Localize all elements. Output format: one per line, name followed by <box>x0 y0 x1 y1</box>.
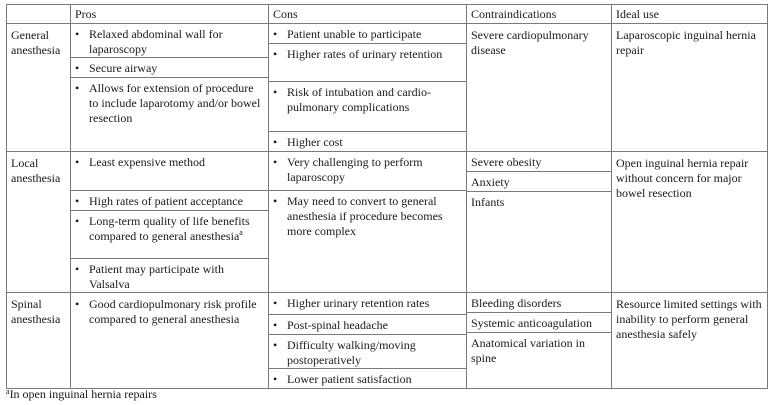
list-item <box>269 132 466 151</box>
row-label <box>7 152 71 293</box>
cons-text: Higher rates of urinary retention <box>287 47 443 61</box>
pros-text: High rates of patient acceptance <box>89 194 243 208</box>
bullet-icon: • <box>273 85 278 99</box>
list-item <box>467 172 611 192</box>
bullet-icon: • <box>273 372 278 386</box>
cons-text: Post-spinal headache <box>287 318 388 332</box>
contraindications-cell <box>467 24 612 152</box>
pros-text: Relaxed abdominal wall for laparoscopy <box>89 27 223 56</box>
list-item <box>269 293 466 315</box>
pros-text: Secure airway <box>89 61 158 75</box>
header-cons: Cons <box>269 5 467 24</box>
contraindication-text: Bleeding disorders <box>471 296 562 310</box>
contraindication-text: Severe cardiopulmonary disease <box>471 28 589 57</box>
cons-text: Very challenging to perform laparoscopy <box>287 155 423 184</box>
ideal-use-text: Resource limited settings with inability to perform general anesthesia safely <box>616 297 762 341</box>
bullet-icon: • <box>75 297 80 311</box>
row-label <box>7 293 71 389</box>
row-label-text: Spinal anesthesia <box>11 297 61 326</box>
comparison-table <box>6 4 768 389</box>
bullet-icon: • <box>75 262 80 276</box>
list-item <box>467 192 611 287</box>
bullet-icon: • <box>273 194 278 208</box>
contraindication-text: Anatomical variation in spine <box>471 336 585 365</box>
cons-cell <box>269 24 467 152</box>
bullet-icon: • <box>273 318 278 332</box>
contraindication-text: Systemic anticoagulation <box>471 316 592 330</box>
footnote-marker: a <box>239 228 243 237</box>
bullet-icon: • <box>273 338 278 352</box>
cons-text: Higher urinary retention rates <box>287 296 430 310</box>
list-item <box>71 58 268 78</box>
list-item <box>71 191 268 211</box>
ideal-use-cell <box>612 152 768 293</box>
contraindication-text: Infants <box>471 195 505 209</box>
ideal-use-text: Open inguinal hernia repair without concern for major bowel resection <box>616 156 749 200</box>
list-item <box>71 152 268 191</box>
list-item <box>269 82 466 132</box>
contraindication-text: Severe obesity <box>471 155 542 169</box>
cons-text: Risk of intubation and cardio-pulmonary complications <box>287 85 431 114</box>
header-row <box>7 5 768 24</box>
cons-text: Patient unable to participate <box>287 27 422 41</box>
bullet-icon: • <box>273 155 278 169</box>
cons-text: Higher cost <box>287 135 343 149</box>
cons-text: Difficulty walking/moving postoperatively <box>287 338 416 367</box>
bullet-icon: • <box>273 135 278 149</box>
bullet-icon: • <box>75 81 80 95</box>
pros-text: Good cardiopulmonary risk profile compared to general anesthesia <box>89 297 257 326</box>
list-item <box>71 78 268 143</box>
list-item <box>467 313 611 333</box>
pros-cell <box>71 293 269 389</box>
bullet-icon: • <box>75 194 80 208</box>
list-item <box>269 191 466 286</box>
header-pros: Pros <box>71 5 269 24</box>
cons-text: May need to convert to general anesthesia if procedure becomes more complex <box>287 194 443 238</box>
table-row <box>7 24 768 152</box>
list-item <box>269 335 466 369</box>
list-item <box>467 152 611 172</box>
pros-cell <box>71 152 269 293</box>
bullet-icon: • <box>75 27 80 41</box>
list-item <box>269 315 466 335</box>
list-item <box>269 152 466 191</box>
list-item <box>71 259 268 292</box>
table-row <box>7 152 768 293</box>
pros-text: Long-term quality of life benefits compared to general anesthesia <box>89 214 250 243</box>
cons-cell <box>269 152 467 293</box>
ideal-use-cell <box>612 293 768 389</box>
list-item <box>467 293 611 313</box>
table-row <box>7 293 768 389</box>
bullet-icon: • <box>273 47 278 61</box>
list-item <box>269 24 466 44</box>
list-item <box>71 24 268 58</box>
contraindications-cell <box>467 293 612 389</box>
bullet-icon: • <box>75 214 80 228</box>
contraindication-text: Anxiety <box>471 175 510 189</box>
list-item <box>467 333 611 382</box>
header-label <box>7 5 71 24</box>
bullet-icon: • <box>273 27 278 41</box>
list-item <box>71 211 268 259</box>
footnote-mark: a <box>6 387 10 396</box>
row-label <box>7 24 71 152</box>
list-item <box>269 44 466 82</box>
contraindications-cell <box>467 152 612 293</box>
header-ideal-use: Ideal use <box>612 5 768 24</box>
bullet-icon: • <box>273 296 278 310</box>
bullet-icon: • <box>75 155 80 169</box>
bullet-icon: • <box>75 61 80 75</box>
cons-cell <box>269 293 467 389</box>
ideal-use-cell <box>612 24 768 152</box>
row-label-text: Local anesthesia <box>11 156 61 185</box>
cons-text: Lower patient satisfaction <box>287 372 412 386</box>
pros-text: Least expensive method <box>89 155 205 169</box>
list-item <box>269 369 466 388</box>
pros-cell <box>71 24 269 152</box>
pros-text: Allows for extension of procedure to include laparotomy and/or bowel resection <box>89 81 261 125</box>
ideal-use-text: Laparoscopic inguinal hernia repair <box>616 28 756 57</box>
row-label-text: General anesthesia <box>11 28 61 57</box>
footnote <box>6 384 157 402</box>
footnote-text: In open inguinal hernia repairs <box>9 387 157 401</box>
pros-text: Patient may participate with Valsalva <box>89 262 224 291</box>
header-contraindications: Contraindications <box>467 5 612 24</box>
